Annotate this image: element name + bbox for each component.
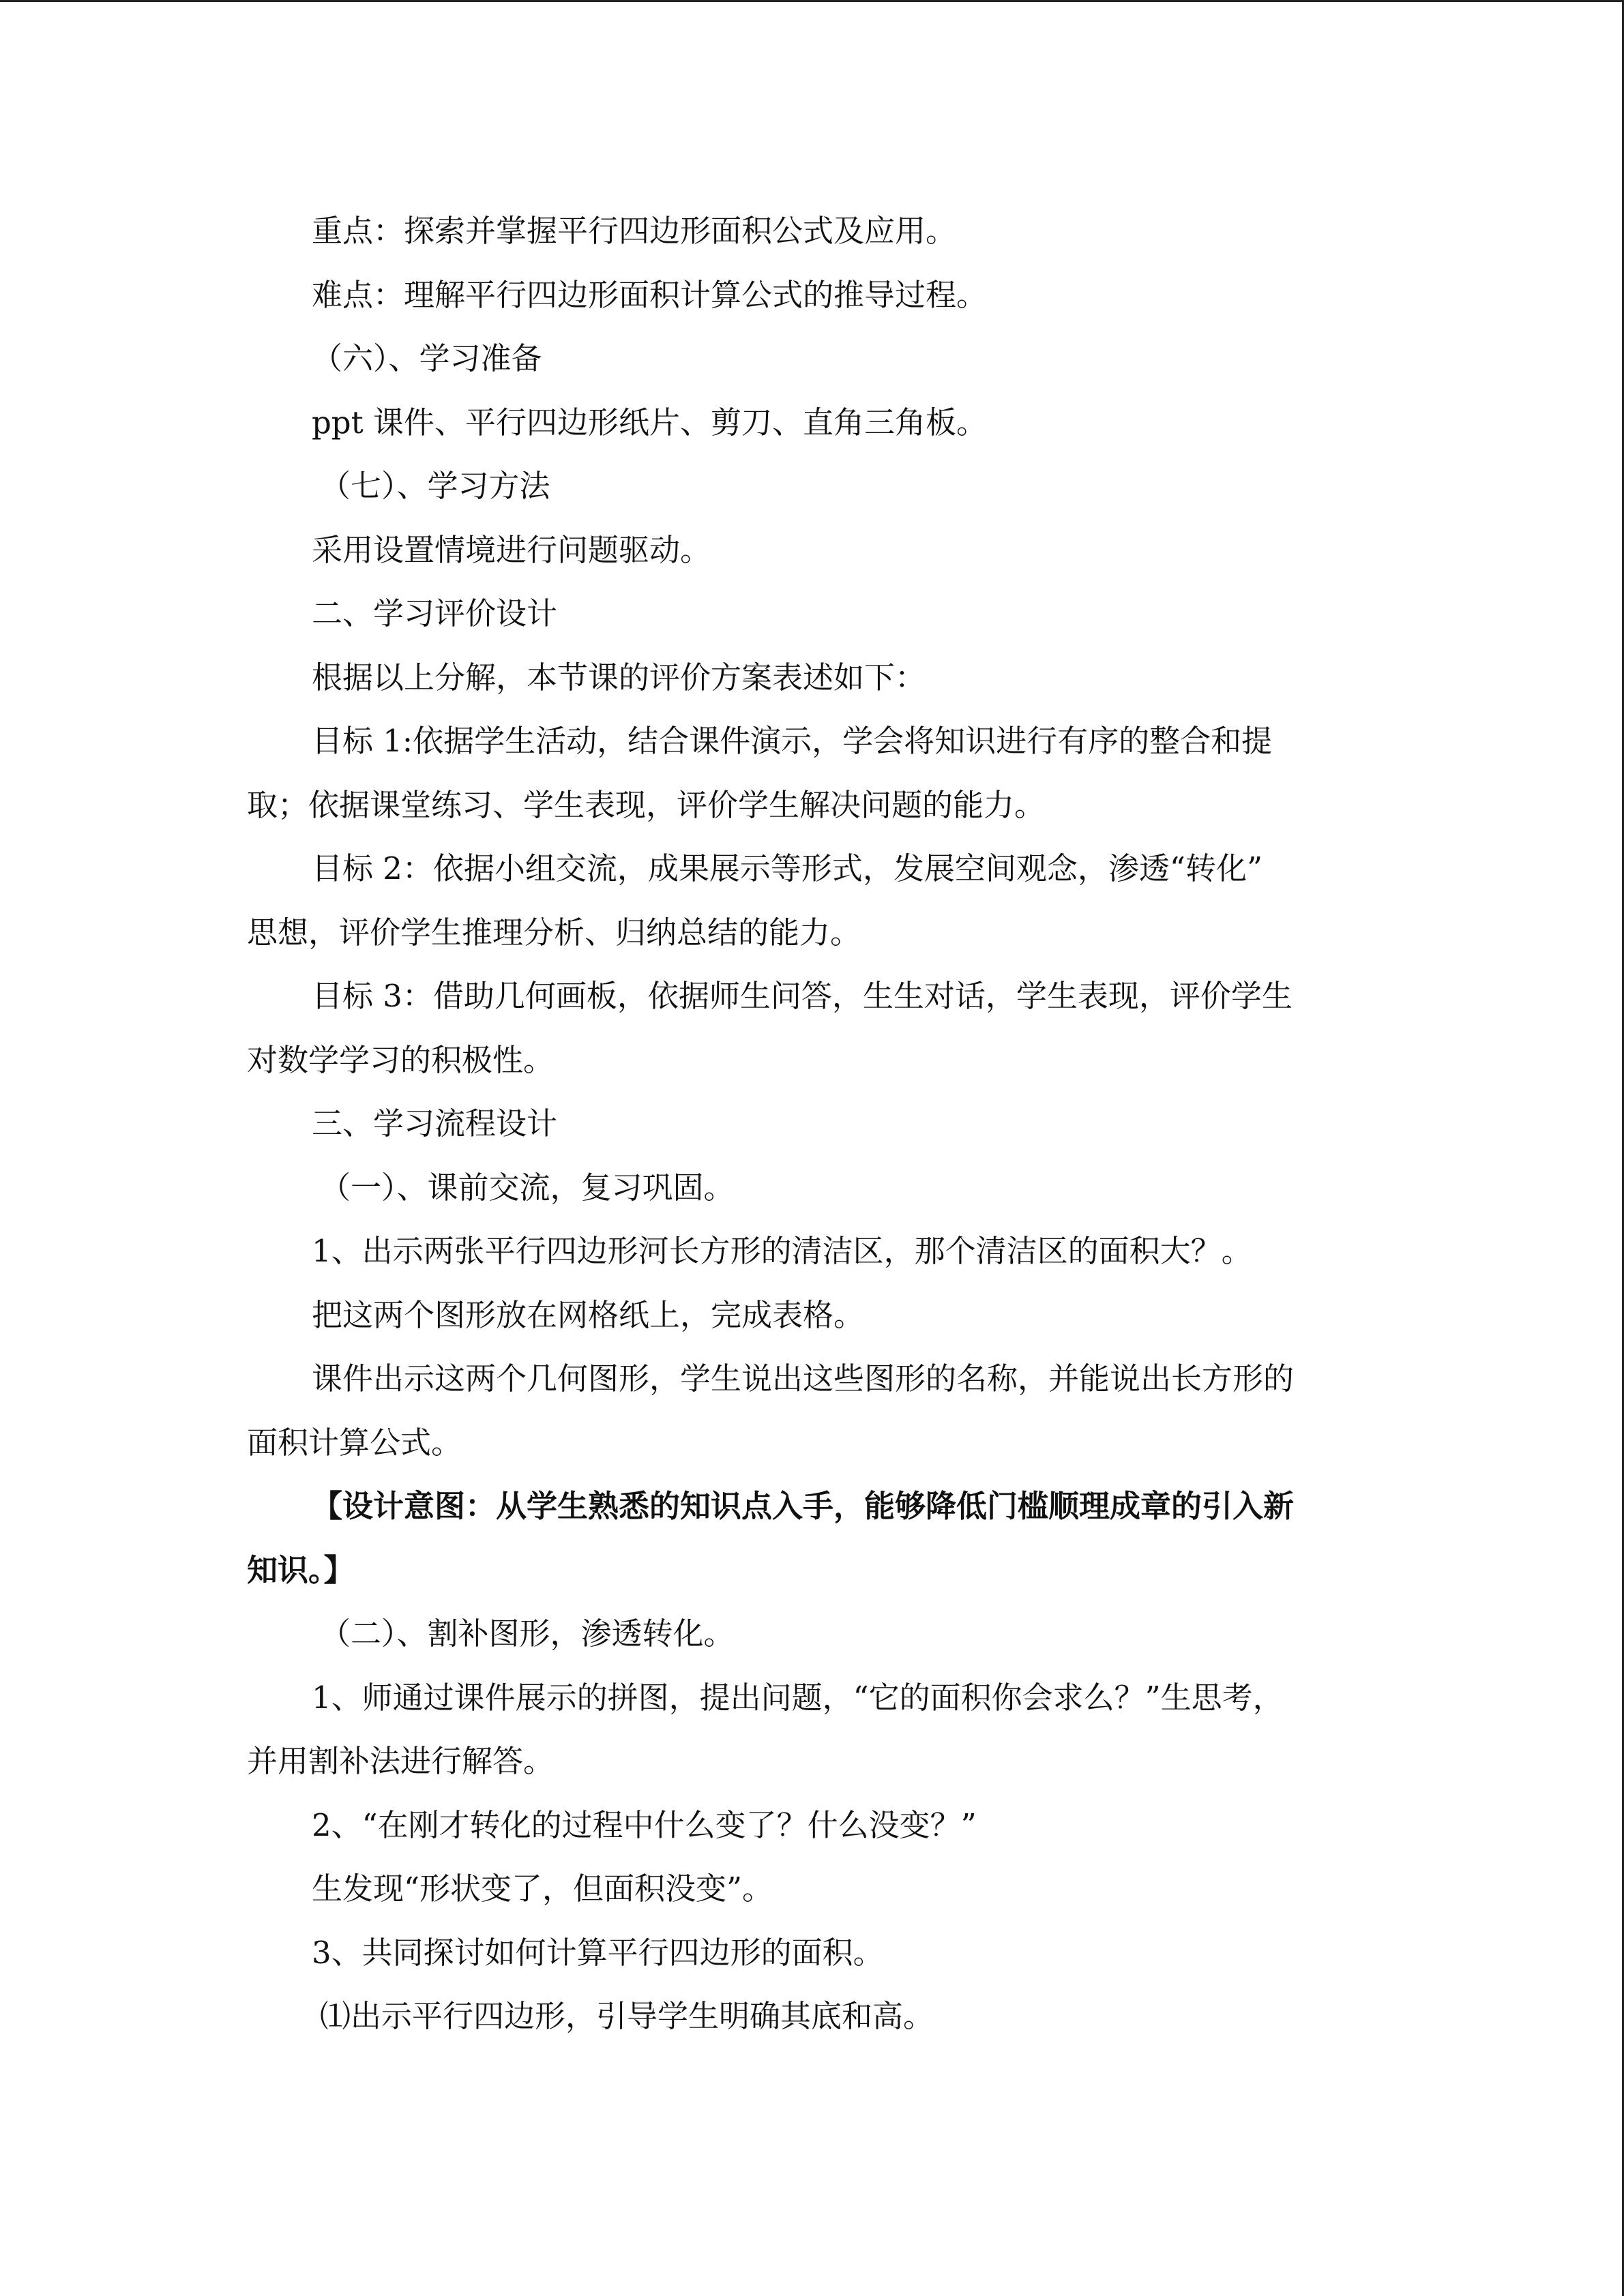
section-heading-preparation: （六）、学习准备: [312, 340, 542, 376]
document-body: [247, 199, 1365, 2048]
student-finding: 生发现“形状变了，但面积没变”。: [312, 1870, 773, 1907]
design-intent-line-2: 知识。】: [247, 1551, 355, 1588]
difficulty-line: 难点：理解平行四边形面积计算公式的推导过程。: [312, 276, 988, 313]
goal-2-line-1: 目标 2：依据小组交流，成果展示等形式，发展空间观念，渗透“转化”: [312, 850, 1263, 886]
subsection-review: （一）、课前交流，复习巩固。: [320, 1169, 735, 1206]
cut-fill-step-1-line-2: 并用割补法进行解答。: [247, 1743, 555, 1779]
cut-fill-step-1-line-1: 1、师通过课件展示的拼图，提出问题，“它的面积你会求么？”生思考，: [312, 1679, 1284, 1716]
section-heading-process: 三、学习流程设计: [312, 1105, 558, 1142]
key-point-line: 重点：探索并掌握平行四边形面积公式及应用。: [312, 213, 957, 249]
subsection-cut-fill: （二）、割补图形，渗透转化。: [320, 1615, 735, 1652]
goal-1-line-1: 目标 1:依据学生活动，结合课件演示，学会将知识进行有序的整合和提: [312, 723, 1273, 759]
cut-fill-step-3: 3、共同探讨如何计算平行四边形的面积。: [312, 1934, 884, 1971]
section-heading-method: （七）、学习方法: [320, 468, 550, 504]
courseware-line-2: 面积计算公式。: [247, 1424, 462, 1461]
cut-fill-step-2: 2、“在刚才转化的过程中什么变了？什么没变？”: [312, 1806, 977, 1843]
step-1-text: 1、出示两张平行四边形河长方形的清洁区，那个清洁区的面积大？。: [312, 1233, 1252, 1269]
preparation-materials: ppt 课件、平行四边形纸片、剪刀、直角三角板。: [312, 404, 988, 441]
goal-3-line-1: 目标 3：借助几何画板，依据师生问答，生生对话，学生表现，评价学生: [312, 978, 1293, 1014]
substep-1: ⑴出示平行四边形，引导学生明确其底和高。: [320, 1998, 934, 2034]
evaluation-intro: 根据以上分解，本节课的评价方案表述如下：: [312, 659, 926, 696]
method-text: 采用设置情境进行问题驱动。: [312, 531, 711, 568]
goal-2-line-2: 思想，评价学生推理分析、归纳总结的能力。: [247, 914, 861, 951]
section-heading-evaluation: 二、学习评价设计: [312, 595, 558, 631]
design-intent-line-1: 【设计意图：从学生熟悉的知识点入手，能够降低门槛顺理成章的引入新: [312, 1488, 1295, 1524]
grid-table-text: 把这两个图形放在网格纸上，完成表格。: [312, 1296, 865, 1333]
courseware-line-1: 课件出示这两个几何图形，学生说出这些图形的名称，并能说出长方形的: [312, 1360, 1295, 1397]
goal-3-line-2: 对数学学习的积极性。: [247, 1041, 555, 1078]
goal-1-line-2: 取；依据课堂练习、学生表现，评价学生解决问题的能力。: [247, 786, 1046, 823]
page-border-top: [0, 0, 1624, 2]
